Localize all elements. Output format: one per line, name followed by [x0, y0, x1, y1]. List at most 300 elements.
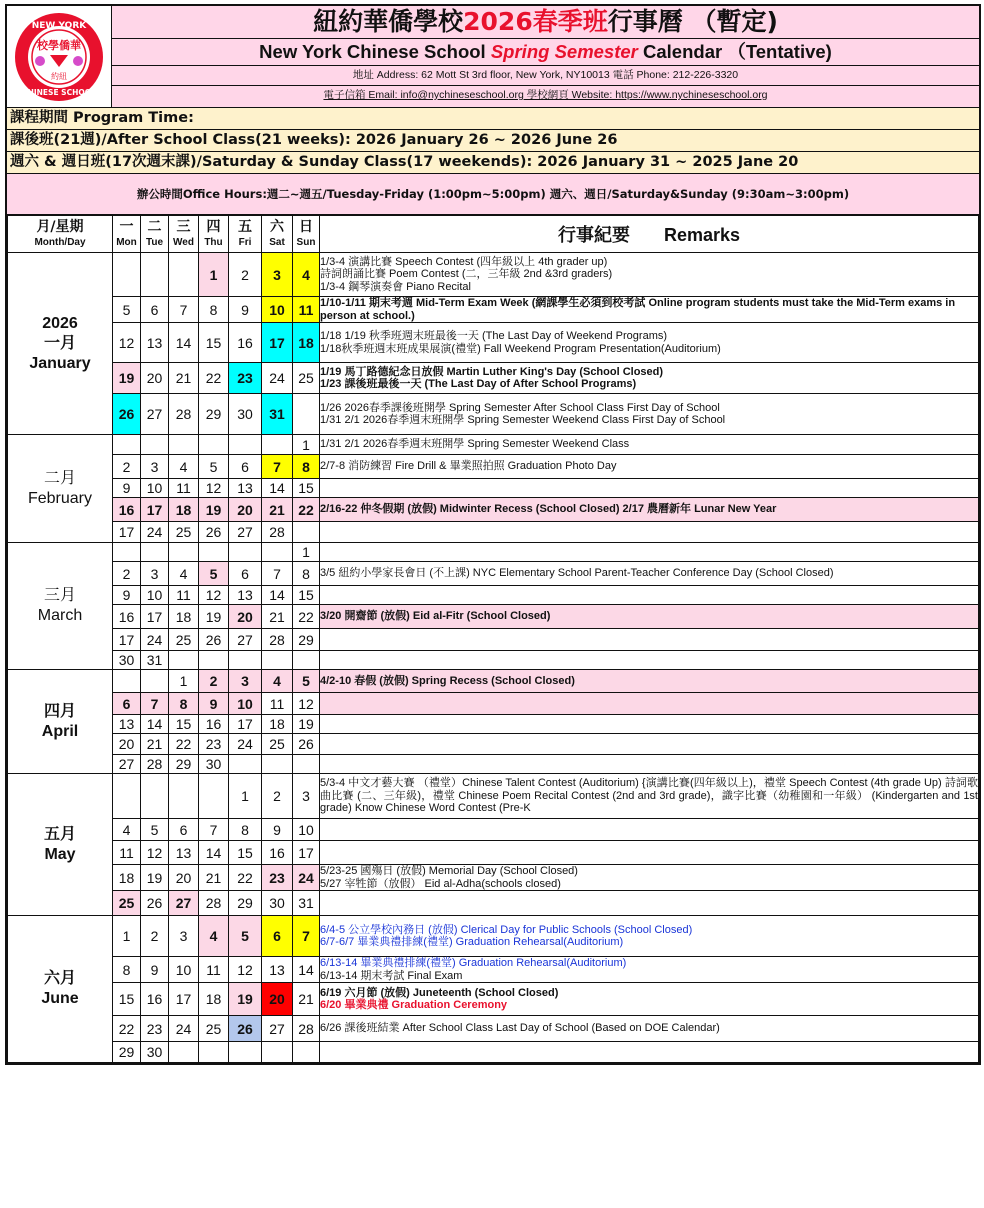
- day-cell: 14: [293, 957, 320, 983]
- day-cell: 17: [262, 323, 293, 363]
- calendar-page: [5, 4, 981, 1065]
- day-cell: 22: [113, 1016, 141, 1042]
- day-cell: 27: [169, 891, 199, 916]
- day-cell: 22: [293, 498, 320, 522]
- remark-line: 6/19 六月節 (放假) Juneteenth (School Closed): [320, 986, 559, 999]
- day-cell: 14: [262, 479, 293, 498]
- day-cell: 3: [169, 916, 199, 957]
- day-cell: 12: [199, 479, 229, 498]
- remarks-cell: [320, 715, 979, 734]
- day-cell: 6: [141, 297, 169, 323]
- day-cell: 9: [113, 479, 141, 498]
- remark-line: 1/10-1/11 期末考週 Mid-Term Exam Week (網課學生必須到校考試 Online program students must take the Mid-Term exams in person at school.): [320, 297, 956, 322]
- month-en: January: [29, 354, 91, 372]
- day-cell: 1: [293, 435, 320, 455]
- remark-line: 6/26 課後班結業 After School Class Last Day of School (Based on DOE Calendar): [320, 1022, 720, 1035]
- day-cell: 11: [262, 693, 293, 715]
- day-cell: 2: [113, 562, 141, 586]
- month-en: April: [41, 722, 79, 740]
- day-cell: 29: [199, 394, 229, 435]
- header-row: [8, 216, 979, 253]
- day-cell: 26: [293, 734, 320, 755]
- day-cell: 28: [293, 1016, 320, 1042]
- day-cell: [199, 1042, 229, 1063]
- day-cell: 15: [199, 323, 229, 363]
- day-cell: 15: [229, 841, 262, 865]
- day-cell: 27: [229, 522, 262, 543]
- remarks-cell: [320, 543, 979, 562]
- day-cell: 5: [199, 455, 229, 479]
- day-cell: 28: [199, 891, 229, 916]
- remarks-cell: [320, 323, 979, 363]
- day-cell: 10: [262, 297, 293, 323]
- title-en: New York Chinese School Spring Semester Calendar （Tentative): [112, 39, 979, 66]
- day-cell: 22: [199, 363, 229, 394]
- day-cell: 23: [141, 1016, 169, 1042]
- day-cell: 25: [169, 629, 199, 651]
- after-school-period: 課後班(21週)/After School Class(21 weeks): 2026 January 26 ~ 2026 June 26: [7, 130, 979, 152]
- remark-line: 6/7-6/7 畢業典禮排練(禮堂) Graduation Rehearsal(Auditorium): [320, 936, 624, 948]
- week-row: [8, 670, 979, 693]
- month-zh: 六月: [43, 970, 76, 987]
- office-hours: 辦公時間Office Hours:週二~週五/Tuesday-Friday (1:00pm~5:00pm) 週六、週日/Saturday&Sunday (9:30am~3:00pm): [7, 174, 979, 215]
- day-cell: [141, 670, 169, 693]
- day-cell: 8: [199, 297, 229, 323]
- day-cell: 24: [262, 363, 293, 394]
- remarks-cell: [320, 1016, 979, 1042]
- day-cell: 10: [141, 479, 169, 498]
- day-cell: 30: [262, 891, 293, 916]
- week-row: [8, 1042, 979, 1063]
- remark-line: 5/27 宰牲節（放假） Eid al-Adha(schools closed): [320, 877, 561, 890]
- day-cell: 5: [199, 562, 229, 586]
- day-cell: [199, 774, 229, 819]
- week-row: [8, 755, 979, 774]
- day-cell: 6: [229, 562, 262, 586]
- day-cell: 11: [169, 586, 199, 605]
- remarks-cell: [320, 586, 979, 605]
- day-cell: 17: [169, 983, 199, 1016]
- day-cell: [262, 435, 293, 455]
- day-cell: 15: [169, 715, 199, 734]
- remark-line: 2/7-8 消防練習 Fire Drill & 畢業照拍照 Graduation Photo Day: [320, 460, 617, 473]
- program-section: [5, 107, 981, 215]
- day-cell: 12: [141, 841, 169, 865]
- day-cell: 21: [293, 983, 320, 1016]
- day-cell: 19: [141, 865, 169, 891]
- day-cell: [229, 543, 262, 562]
- day-cell: 23: [229, 363, 262, 394]
- day-cell: 12: [293, 693, 320, 715]
- day-cell: 28: [141, 755, 169, 774]
- day-cell: 11: [293, 297, 320, 323]
- day-cell: 29: [169, 755, 199, 774]
- day-cell: 19: [293, 715, 320, 734]
- day-cell: [141, 543, 169, 562]
- day-cell: 9: [141, 957, 169, 983]
- week-row: [8, 363, 979, 394]
- svg-text:NEW YORK: NEW YORK: [31, 20, 87, 31]
- day-cell: 17: [141, 605, 169, 629]
- day-cell: 9: [199, 693, 229, 715]
- remarks-cell: [320, 562, 979, 586]
- remark-line: 2/16-22 仲冬假期 (放假) Midwinter Recess (School Closed) 2/17 農曆新年 Lunar New Year: [320, 503, 777, 516]
- day-cell: 3: [141, 562, 169, 586]
- day-cell: 22: [169, 734, 199, 755]
- day-cell: [229, 435, 262, 455]
- day-cell: 25: [113, 891, 141, 916]
- month-zh: 三月: [43, 587, 76, 604]
- week-row: [8, 543, 979, 562]
- day-cell: 28: [262, 629, 293, 651]
- day-cell: 3: [141, 455, 169, 479]
- remark-line: 6/4-5 公立學校內務日 (放假) Clerical Day for Public Schools (School Closed): [320, 923, 693, 936]
- remarks-cell: [320, 363, 979, 394]
- day-cell: 19: [199, 605, 229, 629]
- day-cell: 10: [293, 819, 320, 841]
- day-cell: 17: [113, 629, 141, 651]
- day-cell: [293, 755, 320, 774]
- day-cell: 13: [169, 841, 199, 865]
- day-cell: 10: [141, 586, 169, 605]
- day-cell: 31: [293, 891, 320, 916]
- week-row: [8, 522, 979, 543]
- month-en: June: [41, 990, 79, 1007]
- day-cell: 17: [113, 522, 141, 543]
- remark-line: 5/3-4 中文才藝大賽 （禮堂）Chinese Talent Contest (Auditorium) {演講比賽(四年級以上)，禮堂 Speech Contest (4th grade Up) 詩詞歌曲比賽 (二、三年級)，禮堂 Chinese Poem Recital Contest (2nd and 3rd grade)，識字比賽（幼稚園和一年級） (Kindergarten and 1st grade) Know Chinese Word Contest (Pre-K: [320, 777, 978, 815]
- day-cell: 6: [169, 819, 199, 841]
- day-cell: 30: [199, 755, 229, 774]
- day-cell: 11: [199, 957, 229, 983]
- day-cell: 24: [141, 522, 169, 543]
- month-label-mar: [8, 543, 113, 670]
- day-cell: 16: [262, 841, 293, 865]
- day-cell: [262, 651, 293, 670]
- title-block: [112, 6, 979, 107]
- day-cell: 16: [113, 605, 141, 629]
- day-cell: 30: [141, 1042, 169, 1063]
- day-cell: [141, 253, 169, 297]
- svg-text:CHINESE SCHOOL: CHINESE SCHOOL: [22, 87, 96, 97]
- day-cell: 27: [229, 629, 262, 651]
- remark-line: 6/13-14 期末考試 Final Exam: [320, 969, 463, 982]
- day-cell: 24: [169, 1016, 199, 1042]
- month-en: March: [37, 607, 83, 624]
- month-en: February: [27, 489, 93, 507]
- day-cell: 20: [229, 498, 262, 522]
- day-cell: 3: [262, 253, 293, 297]
- dow-mon: 一 Mon: [113, 216, 141, 253]
- day-cell: 4: [169, 455, 199, 479]
- day-cell: 17: [229, 715, 262, 734]
- remark-line: 1/23 課後班最後一天 (The Last Day of After School Programs): [320, 378, 637, 390]
- dow-sat: 六 Sat: [262, 216, 293, 253]
- week-row: [8, 891, 979, 916]
- day-cell: 25: [262, 734, 293, 755]
- remarks-cell: [320, 651, 979, 670]
- day-cell: [262, 1042, 293, 1063]
- email-line: 電子信箱 Email: info@nychineseschool.org 學校網頁 Website: https://www.nychineseschool.org: [323, 89, 768, 101]
- remarks-cell: [320, 394, 979, 435]
- remarks-cell: [320, 755, 979, 774]
- day-cell: 25: [169, 522, 199, 543]
- school-logo: [7, 6, 112, 107]
- day-cell: 8: [169, 693, 199, 715]
- day-cell: 30: [229, 394, 262, 435]
- dow-thu: 四 Thu: [199, 216, 229, 253]
- remarks-cell: [320, 522, 979, 543]
- week-row: [8, 394, 979, 435]
- month-label-may: [8, 774, 113, 916]
- day-cell: 2: [199, 670, 229, 693]
- address-line: 地址 Address: 62 Mott St 3rd floor, New York, NY10013 電話 Phone: 212-226-3320: [112, 66, 979, 86]
- day-cell: 15: [113, 983, 141, 1016]
- day-cell: 24: [293, 865, 320, 891]
- day-cell: 29: [293, 629, 320, 651]
- month-zh: 二月: [43, 469, 76, 487]
- remark-line: 1/31 2/1 2026春季週末班開學 Spring Semester Weekend Class First Day of School: [320, 414, 726, 426]
- dow-fri: 五 Fri: [229, 216, 262, 253]
- day-cell: 11: [113, 841, 141, 865]
- remark-line: 詩詞朗誦比賽 Poem Contest (二，三年級 2nd &3rd graders): [320, 268, 613, 281]
- day-cell: 13: [141, 323, 169, 363]
- svg-text:約紐: 約紐: [51, 71, 67, 81]
- day-cell: 29: [113, 1042, 141, 1063]
- day-cell: 4: [199, 916, 229, 957]
- day-cell: [199, 543, 229, 562]
- day-cell: 14: [169, 323, 199, 363]
- week-row: [8, 916, 979, 957]
- day-cell: 26: [199, 522, 229, 543]
- day-cell: 7: [262, 455, 293, 479]
- weekend-period: 週六 & 週日班(17次週末課)/Saturday & Sunday Class(17 weekends): 2026 January 31 ~ 2025 Jane 20: [7, 152, 979, 174]
- month-label-apr: [8, 670, 113, 774]
- remarks-cell: [320, 670, 979, 693]
- day-cell: 11: [169, 479, 199, 498]
- month-label-jun: [8, 916, 113, 1063]
- week-row: [8, 297, 979, 323]
- day-cell: 1: [199, 253, 229, 297]
- day-cell: [169, 435, 199, 455]
- week-row: [8, 651, 979, 670]
- day-cell: [229, 1042, 262, 1063]
- day-cell: [293, 522, 320, 543]
- header: [5, 4, 981, 107]
- day-cell: 5: [141, 819, 169, 841]
- day-cell: 15: [293, 479, 320, 498]
- month-zh: 四月: [43, 702, 76, 720]
- day-cell: 23: [262, 865, 293, 891]
- day-cell: 13: [262, 957, 293, 983]
- remarks-cell: [320, 819, 979, 841]
- week-row: [8, 841, 979, 865]
- calendar-body: [8, 253, 979, 1063]
- day-cell: 14: [141, 715, 169, 734]
- calendar-table: [7, 215, 979, 1063]
- day-cell: 27: [141, 394, 169, 435]
- day-cell: 7: [293, 916, 320, 957]
- month-en: May: [44, 845, 76, 863]
- day-cell: 7: [199, 819, 229, 841]
- week-row: [8, 479, 979, 498]
- remarks-cell: [320, 734, 979, 755]
- day-cell: 25: [199, 1016, 229, 1042]
- day-cell: 24: [141, 629, 169, 651]
- day-cell: [113, 774, 141, 819]
- day-cell: [229, 755, 262, 774]
- month-label-feb: [8, 435, 113, 543]
- day-cell: 26: [199, 629, 229, 651]
- day-cell: 6: [262, 916, 293, 957]
- remarks-cell: [320, 774, 979, 819]
- day-cell: 1: [113, 916, 141, 957]
- remark-line: 1/3-4 鋼琴演奏會 Piano Recital: [320, 280, 471, 293]
- day-cell: 14: [199, 841, 229, 865]
- day-cell: [169, 651, 199, 670]
- day-cell: 7: [262, 562, 293, 586]
- title-zh: 紐約華僑學校2026春季班行事曆 （暫定): [112, 6, 979, 39]
- day-cell: 7: [141, 693, 169, 715]
- day-cell: 20: [141, 363, 169, 394]
- day-cell: 31: [141, 651, 169, 670]
- week-row: [8, 1016, 979, 1042]
- day-cell: 7: [169, 297, 199, 323]
- day-cell: 26: [113, 394, 141, 435]
- day-cell: 17: [141, 498, 169, 522]
- remarks-header: 行事紀要 Remarks: [320, 216, 979, 253]
- day-cell: 13: [229, 586, 262, 605]
- day-cell: 22: [293, 605, 320, 629]
- day-cell: 27: [113, 755, 141, 774]
- remarks-cell: [320, 957, 979, 983]
- dow-sun: 日 Sun: [293, 216, 320, 253]
- day-cell: 9: [113, 586, 141, 605]
- day-cell: 21: [262, 498, 293, 522]
- day-cell: 21: [262, 605, 293, 629]
- day-cell: [199, 435, 229, 455]
- day-cell: 26: [229, 1016, 262, 1042]
- day-cell: 13: [113, 715, 141, 734]
- week-row: [8, 957, 979, 983]
- day-cell: 2: [229, 253, 262, 297]
- week-row: [8, 983, 979, 1016]
- day-cell: 12: [113, 323, 141, 363]
- day-cell: 27: [262, 1016, 293, 1042]
- day-cell: [169, 774, 199, 819]
- day-cell: [113, 670, 141, 693]
- day-cell: [293, 651, 320, 670]
- day-cell: 24: [229, 734, 262, 755]
- remark-line: 1/3-4 演講比賽 Speech Contest (四年級以上 4th grader up): [320, 255, 608, 268]
- day-cell: 4: [113, 819, 141, 841]
- remark-line: 1/19 馬丁路德紀念日放假 Martin Luther King's Day (School Closed): [320, 365, 664, 378]
- day-cell: [199, 651, 229, 670]
- day-cell: 2: [113, 455, 141, 479]
- day-cell: 17: [293, 841, 320, 865]
- remark-line: 6/13-14 畢業典禮排練(禮堂) Graduation Rehearsal(Auditorium): [320, 957, 627, 969]
- calendar-table-wrap: [5, 215, 981, 1065]
- remarks-cell: [320, 498, 979, 522]
- day-cell: 31: [262, 394, 293, 435]
- day-cell: 14: [262, 586, 293, 605]
- school-seal-icon: [13, 11, 105, 103]
- day-cell: [229, 651, 262, 670]
- remarks-cell: [320, 253, 979, 297]
- day-cell: [113, 253, 141, 297]
- day-cell: 28: [169, 394, 199, 435]
- day-cell: 3: [229, 670, 262, 693]
- day-cell: 8: [293, 455, 320, 479]
- remark-line: 3/20 開齋節 (放假) Eid al-Fitr (School Closed): [320, 610, 551, 623]
- week-row: [8, 562, 979, 586]
- day-cell: 4: [262, 670, 293, 693]
- week-row: [8, 734, 979, 755]
- remark-line: 1/26 2026春季課後班開學 Spring Semester After School Class First Day of School: [320, 401, 720, 414]
- remark-line: 6/20 畢業典禮 Graduation Ceremony: [320, 999, 508, 1011]
- day-cell: 18: [293, 323, 320, 363]
- month-day-header: 月/星期 Month/Day: [8, 216, 113, 253]
- day-cell: [113, 543, 141, 562]
- day-cell: [169, 1042, 199, 1063]
- day-cell: 2: [141, 916, 169, 957]
- day-cell: 18: [199, 983, 229, 1016]
- remarks-cell: [320, 435, 979, 455]
- day-cell: 8: [293, 562, 320, 586]
- remark-line: 4/2-10 春假 (放假) Spring Recess (School Closed): [320, 674, 575, 687]
- program-label: 課程期間 Program Time:: [7, 108, 979, 130]
- day-cell: 30: [113, 651, 141, 670]
- week-row: [8, 629, 979, 651]
- day-cell: 2: [262, 774, 293, 819]
- day-cell: [293, 394, 320, 435]
- day-cell: 29: [229, 891, 262, 916]
- day-cell: [293, 1042, 320, 1063]
- day-cell: [169, 253, 199, 297]
- day-cell: [262, 543, 293, 562]
- day-cell: 1: [169, 670, 199, 693]
- day-cell: 9: [262, 819, 293, 841]
- remark-line: 5/23-25 國殤日 (放假) Memorial Day (School Closed): [320, 865, 578, 877]
- week-row: [8, 605, 979, 629]
- day-cell: 8: [229, 819, 262, 841]
- day-cell: 20: [169, 865, 199, 891]
- day-cell: 12: [229, 957, 262, 983]
- day-cell: 8: [113, 957, 141, 983]
- week-row: [8, 455, 979, 479]
- day-cell: 28: [262, 522, 293, 543]
- week-row: [8, 715, 979, 734]
- day-cell: 5: [229, 916, 262, 957]
- day-cell: 18: [262, 715, 293, 734]
- dow-wed: 三 Wed: [169, 216, 199, 253]
- remarks-cell: [320, 891, 979, 916]
- week-row: [8, 323, 979, 363]
- day-cell: 6: [229, 455, 262, 479]
- day-cell: 21: [141, 734, 169, 755]
- day-cell: [141, 435, 169, 455]
- remarks-cell: [320, 693, 979, 715]
- remarks-cell: [320, 629, 979, 651]
- day-cell: 21: [169, 363, 199, 394]
- month-zh: 一月: [43, 334, 76, 352]
- remarks-cell: [320, 1042, 979, 1063]
- day-cell: 1: [293, 543, 320, 562]
- day-cell: [113, 435, 141, 455]
- remark-line: 1/18秋季班週末班成果展演(禮堂) Fall Weekend Program Presentation(Auditorium): [320, 342, 721, 355]
- remarks-cell: [320, 605, 979, 629]
- day-cell: 20: [229, 605, 262, 629]
- month-label-jan: [8, 253, 113, 435]
